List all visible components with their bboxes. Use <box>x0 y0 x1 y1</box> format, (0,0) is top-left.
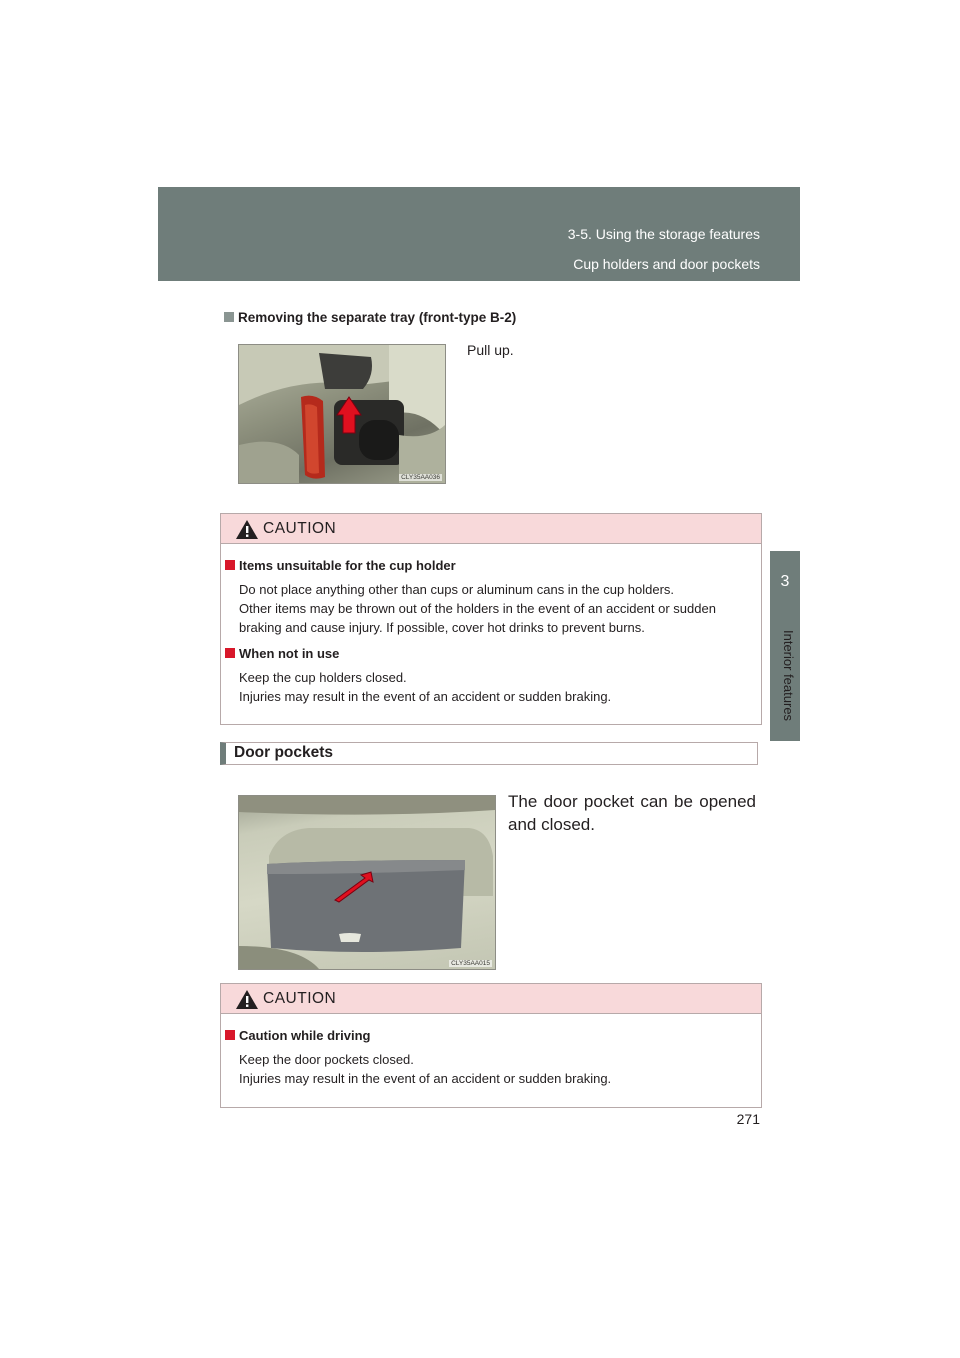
door-pockets-heading <box>220 742 758 765</box>
photo-code: CLY35AA036 <box>401 474 440 481</box>
caution-item-title-text: When not in use <box>239 646 340 661</box>
caution-line: braking and cause injury. If possible, cover hot drinks to prevent burns. <box>239 620 645 635</box>
tray-heading <box>224 310 516 325</box>
caution-item-text <box>239 580 755 637</box>
chapter-label: Interior features <box>781 630 796 722</box>
caution-title: CAUTION <box>263 990 337 1007</box>
door-pocket-illustration <box>239 796 495 969</box>
tray-photo <box>238 344 446 484</box>
page-header <box>158 187 800 281</box>
door-pocket-photo <box>238 795 496 970</box>
caution-body <box>221 544 761 706</box>
photo-code: CLY35AA015 <box>451 960 490 967</box>
caution-line: Injuries may result in the event of an accident or sudden braking. <box>239 1071 612 1086</box>
caution-box <box>220 513 762 725</box>
caution-body <box>221 1014 761 1088</box>
tray-caption: Pull up. <box>467 342 514 358</box>
warning-triangle-icon <box>235 519 259 540</box>
caution-line: Do not place anything other than cups or aluminum cans in the cup holders. <box>239 582 675 597</box>
red-square-icon <box>225 1030 235 1040</box>
subsection-title: Cup holders and door pockets <box>573 256 760 272</box>
section-title: 3-5. Using the storage features <box>567 226 760 242</box>
caution-line: Injuries may result in the event of an accident or sudden braking. <box>239 689 612 704</box>
caution-item-title <box>225 646 755 661</box>
page-number: 271 <box>736 1111 760 1127</box>
caution-title: CAUTION <box>263 520 337 537</box>
caution-line: Keep the door pockets closed. <box>239 1052 414 1067</box>
tray-photo-illustration <box>239 345 445 483</box>
tray-heading-text: Removing the separate tray (front-type B-2) <box>238 310 517 325</box>
warning-triangle-icon <box>235 989 259 1010</box>
red-square-icon <box>225 560 235 570</box>
caution-item-title <box>225 1028 755 1043</box>
door-pockets-heading-text: Door pockets <box>234 744 334 761</box>
door-pocket-caption: The door pocket can be opened and closed. <box>508 792 756 834</box>
bullet-square-icon <box>224 312 234 322</box>
caution-item-title-text: Items unsuitable for the cup holder <box>239 558 456 573</box>
caution-box <box>220 983 762 1108</box>
red-square-icon <box>225 648 235 658</box>
caution-header <box>221 514 761 544</box>
caution-item-title-text: Caution while driving <box>239 1028 371 1043</box>
chapter-number: 3 <box>780 573 790 590</box>
caution-header <box>221 984 761 1014</box>
caution-item-text <box>239 1050 755 1088</box>
caution-line: Keep the cup holders closed. <box>239 670 407 685</box>
caution-line: Other items may be thrown out of the holders in the event of an accident or sudden <box>239 601 716 616</box>
caution-item-title <box>225 558 755 573</box>
caution-item-text <box>239 668 755 706</box>
